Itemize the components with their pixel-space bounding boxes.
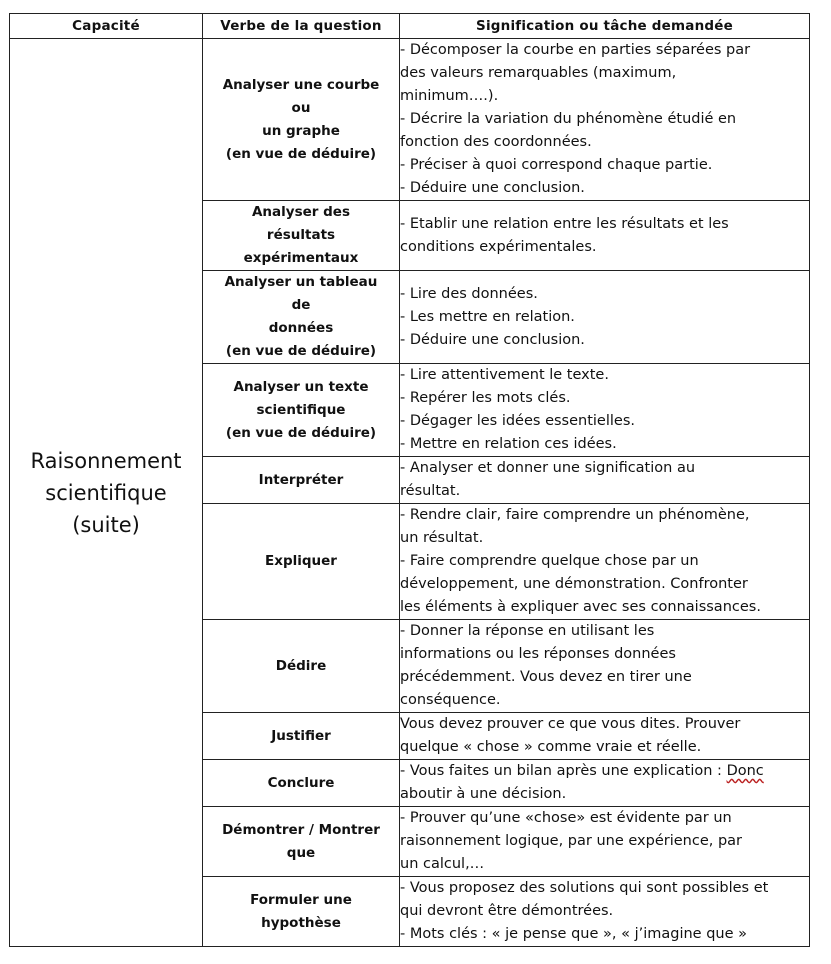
verb-line: ou xyxy=(291,99,311,116)
verb-line: Conclure xyxy=(267,774,335,791)
verb-line: expérimentaux xyxy=(243,250,359,266)
meaning-line: - Donner la réponse en utilisant les xyxy=(400,623,655,639)
meaning-line: - Décrire la variation du phénomène étudié en xyxy=(400,111,737,127)
verb-line: données xyxy=(268,320,334,336)
meaning-cell xyxy=(400,620,810,713)
verb-line: (en vue de déduire) xyxy=(225,424,377,441)
meaning-line xyxy=(400,760,809,783)
meaning-line: des valeurs remarquables (maximum, xyxy=(400,65,677,81)
capacity-label-line: scientifique xyxy=(45,480,167,505)
meaning-line: conséquence. xyxy=(400,692,501,708)
header-row xyxy=(10,14,810,39)
verb-line: Interpréter xyxy=(258,471,344,488)
verb-line: de xyxy=(291,297,311,313)
meaning-line: - Préciser à quoi correspond chaque partie. xyxy=(400,157,713,173)
meaning-cell xyxy=(400,364,810,457)
meaning-line: - Lire attentivement le texte. xyxy=(400,367,609,383)
table-row xyxy=(10,39,810,201)
meaning-line: résultat. xyxy=(400,483,461,499)
meaning-cell xyxy=(400,877,810,947)
verb-line: Justifier xyxy=(271,727,331,744)
meaning-line: précédemment. Vous devez en tirer une xyxy=(400,669,692,685)
meaning-line: les éléments à expliquer avec ses connaissances. xyxy=(400,599,761,615)
verb-cell xyxy=(203,504,400,620)
verb-line: Formuler une xyxy=(250,891,352,908)
meaning-cell xyxy=(400,760,810,807)
meaning-line: - Déduire une conclusion. xyxy=(400,331,585,348)
meaning-cell xyxy=(400,271,810,364)
meaning-line: fonction des coordonnées. xyxy=(400,134,592,150)
capacity-table xyxy=(9,13,810,947)
meaning-line: raisonnement logique, par une expérience, par xyxy=(400,833,743,849)
verb-line: scientifique xyxy=(256,401,346,418)
meaning-cell xyxy=(400,201,810,271)
verb-line: (en vue de déduire) xyxy=(225,343,377,359)
verb-cell xyxy=(203,364,400,457)
meaning-line: - Faire comprendre quelque chose par un xyxy=(400,553,699,569)
verb-cell xyxy=(203,877,400,947)
meaning-line: - Lire des données. xyxy=(400,285,538,302)
verb-cell xyxy=(203,271,400,364)
verb-line: Analyser des xyxy=(251,204,350,220)
meaning-line: - Les mettre en relation. xyxy=(400,308,575,325)
capacity-cell xyxy=(10,39,203,947)
verb-line: Expliquer xyxy=(265,553,337,569)
meaning-cell xyxy=(400,713,810,760)
header-capacity: Capacité xyxy=(10,14,203,39)
meaning-line: Vous devez prouver ce que vous dites. Prouver xyxy=(400,716,741,732)
verb-line: hypothèse xyxy=(261,914,341,931)
meaning-cell xyxy=(400,457,810,504)
meaning-line: minimum….). xyxy=(400,88,499,104)
meaning-line: - Etablir une relation entre les résultats et les xyxy=(400,215,729,232)
meaning-line: - Mettre en relation ces idées. xyxy=(400,436,617,452)
verb-line: un graphe xyxy=(262,122,340,139)
verb-cell xyxy=(203,39,400,201)
meaning-line: - Prouver qu’une «chose» est évidente par un xyxy=(400,810,732,826)
header-verb: Verbe de la question xyxy=(203,14,400,39)
verb-line: Dédire xyxy=(275,657,327,674)
meaning-cell xyxy=(400,39,810,201)
capacity-label-line: Raisonnement xyxy=(30,448,182,473)
meaning-cell xyxy=(400,504,810,620)
capacity-label-line: (suite) xyxy=(72,512,140,537)
meaning-line: conditions expérimentales. xyxy=(400,238,597,255)
verb-line: résultats xyxy=(266,227,336,243)
meaning-line: - Rendre clair, faire comprendre un phénomène, xyxy=(400,507,750,523)
verb-line: Analyser un tableau xyxy=(224,274,378,290)
meaning-line: - Dégager les idées essentielles. xyxy=(400,413,635,429)
verb-cell xyxy=(203,620,400,713)
verb-line: (en vue de déduire) xyxy=(225,145,377,162)
verb-cell xyxy=(203,760,400,807)
meaning-line: - Décomposer la courbe en parties séparées par xyxy=(400,42,751,58)
meaning-line: aboutir à une décision. xyxy=(400,786,567,802)
meaning-line: - Mots clés : « je pense que », « j’imagine que » xyxy=(400,926,748,942)
verb-line: Analyser une courbe xyxy=(222,76,380,93)
verb-cell xyxy=(203,201,400,271)
meaning-text: - Vous faites un bilan après une explication : xyxy=(400,763,722,779)
meaning-line: - Analyser et donner une signification au xyxy=(400,460,696,476)
meaning-line: un calcul,… xyxy=(400,856,485,872)
verb-line: Analyser un texte xyxy=(233,378,369,395)
meaning-line: quelque « chose » comme vraie et réelle. xyxy=(400,739,702,755)
meaning-line: - Vous proposez des solutions qui sont possibles et xyxy=(400,880,769,896)
meaning-line: - Déduire une conclusion. xyxy=(400,180,585,196)
verb-cell xyxy=(203,713,400,760)
verb-line: Démontrer / Montrer xyxy=(222,821,380,838)
meaning-line: informations ou les réponses données xyxy=(400,646,676,662)
verb-cell xyxy=(203,457,400,504)
verb-line: que xyxy=(286,844,316,861)
meaning-line: - Repérer les mots clés. xyxy=(400,390,571,406)
header-meaning: Signification ou tâche demandée xyxy=(400,14,810,39)
meaning-line: qui devront être démontrées. xyxy=(400,903,614,919)
verb-cell xyxy=(203,807,400,877)
meaning-cell xyxy=(400,807,810,877)
meaning-line: développement, une démonstration. Confronter xyxy=(400,576,748,592)
meaning-line: un résultat. xyxy=(400,530,484,546)
spellcheck-word: Donc xyxy=(726,763,764,779)
